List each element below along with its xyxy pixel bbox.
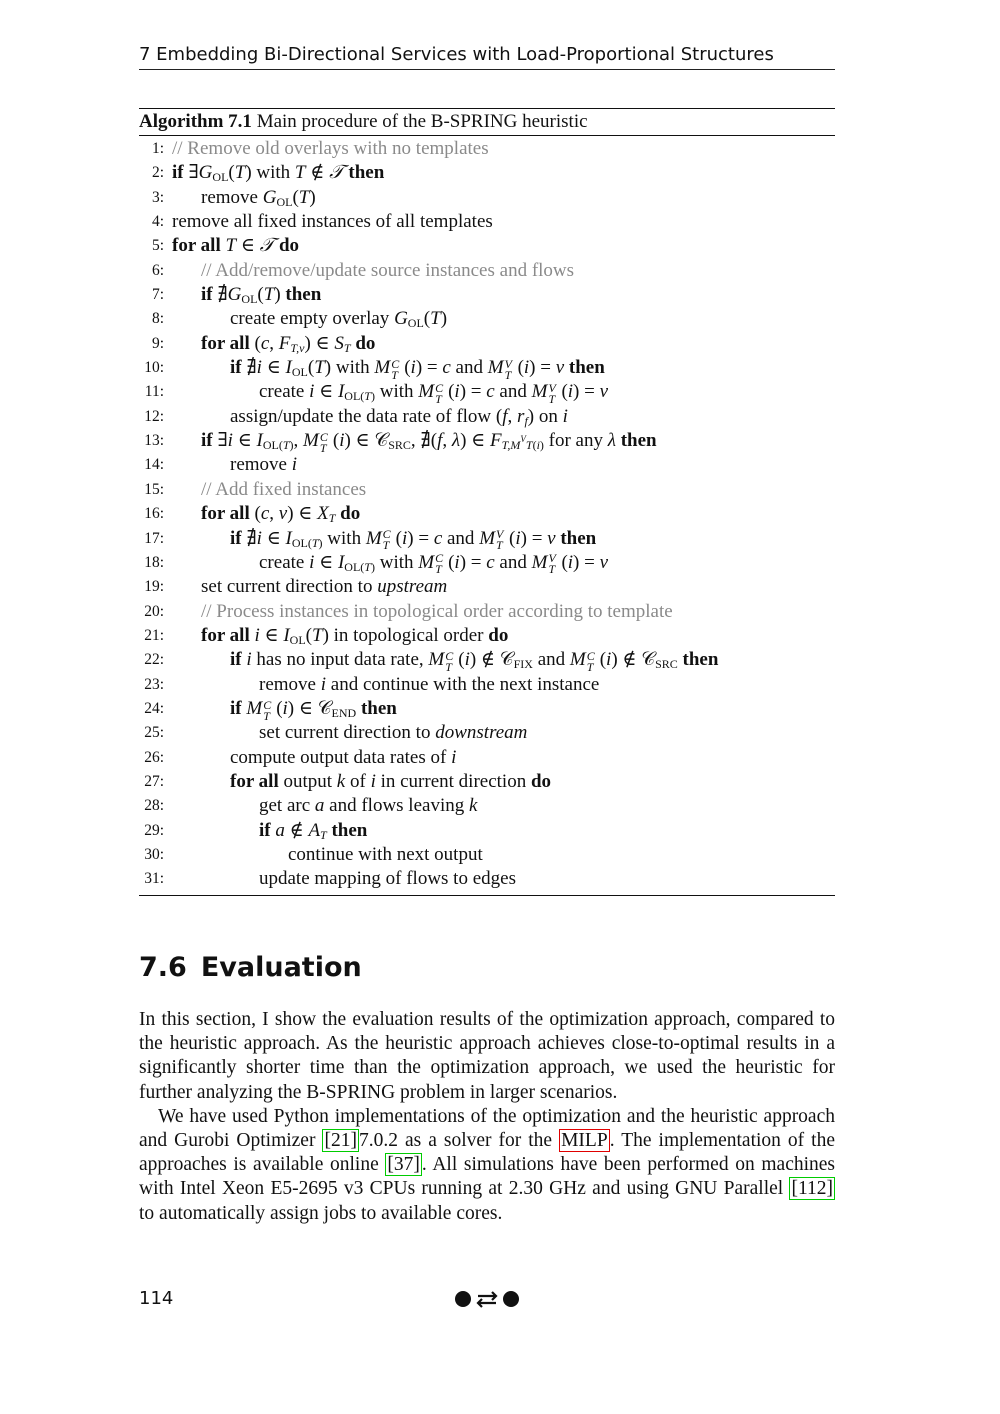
algorithm-box xyxy=(139,108,835,896)
algo-line-30: 30: continue with next output xyxy=(144,843,483,865)
paragraph-1: In this section, I show the evaluation results of the optimization approach, compared to the heuristic approach. As the heuristic approach achieves close-to-optimal results in a significantly shorter time than the optimization approach, we used the heuristic for further analyzing the B-SPRING problem in larger scenarios. xyxy=(139,1009,835,1103)
algo-line-24: 24: if M C T (i) ∈ 𝒞$_{END}$ then xyxy=(144,697,397,723)
section-heading xyxy=(139,952,362,983)
algo-line-23: 23: remove i and continue with the next instance xyxy=(144,673,600,695)
algo-line-13: 13: if ∃i ∈ $I_{OL(T)}$, M C T (i) ∈ 𝒞$_{SRC}$, ∄(f, λ) ∈ $F_{T,M^VT(i)}$ for any λ then xyxy=(144,429,657,455)
algo-line-27: 27: for all output k of i in current direction do xyxy=(144,770,552,792)
algo-line-5: 5: for all T ∈ 𝒯 do xyxy=(151,235,300,257)
algorithm-lines xyxy=(139,136,835,895)
algo-line-16: 16: for all (c, v) ∈ $X_T$ do xyxy=(144,503,361,526)
algo-line-10: 10: if ∄i ∈ $I_{OL}(T)$ with M C T (i) = c and M V T (i) = v then xyxy=(144,356,605,382)
algo-line-22: 22: if i has no input data rate, M C T (i) ∉ 𝒞$_{FIX}$ and M C T (i) ∉ 𝒞$_{SRC}$ then xyxy=(144,648,719,674)
citation-link-37[interactable]: [37] xyxy=(387,1154,420,1176)
algo-line-21: 21: for all i ∈ $I_{OL}(T)$ in topological order do xyxy=(144,624,509,647)
algo-line-25: 25: set current direction to downstream xyxy=(144,722,528,744)
algo-line-1: 1: // Remove old overlays with no templates xyxy=(151,138,489,159)
algo-line-7: 7: if $∄G_{OL}(T)$ then xyxy=(151,284,322,307)
algo-line-11: 11: create i ∈ $I_{OL(T)}$ with M C T (i) = c and M V T (i) = v xyxy=(144,381,609,407)
algo-line-15: 15: // Add fixed instances xyxy=(144,478,367,500)
page-number: 114 xyxy=(139,1288,174,1309)
section-title: Evaluation xyxy=(200,952,362,983)
running-head: 7 Embedding Bi-Directional Services with Load-Proportional Structures xyxy=(139,44,835,70)
section-number: 7.6 xyxy=(139,952,187,983)
algo-line-17: 17: if ∄i ∈ $I_{OL(T)}$ with M C T (i) = c and M V T (i) = v then xyxy=(144,527,597,553)
algo-line-14: 14: remove i xyxy=(144,454,298,476)
algo-line-19: 19: set current direction to upstream xyxy=(144,576,448,598)
algo-line-12: 12: assign/update the data rate of flow (f, $r_f$) on i xyxy=(144,405,568,428)
algorithm-label: Algorithm 7.1 xyxy=(139,111,252,132)
algo-line-6: 6: // Add/remove/update source instances and flows xyxy=(151,259,575,281)
algo-line-2: 2: if $\exists G_{OL}(T)$ with T ∉ 𝒯 then xyxy=(151,162,385,185)
algo-line-4: 4: remove all fixed instances of all templates xyxy=(151,211,493,233)
citation-link-112[interactable]: [112] xyxy=(791,1178,833,1200)
section-body xyxy=(139,1008,835,1226)
paragraph-2: We have used Python implementations of the optimization and the heuristic approach and Gurobi Optimizer [21] 7.0.2 as a solver for the MILP . The implementation of the approaches is available online [37] . All simulations have been performed on machines with Intel Xeon E5-2695 v3 CPUs running at 2.30 GHz and using GNU Parallel [112] to automatically assign jobs to available cores. xyxy=(139,1105,836,1224)
algo-line-18: 18: create i ∈ $I_{OL(T)}$ with M C T (i) = c and M V T (i) = v xyxy=(144,551,609,577)
algo-line-28: 28: get arc a and flows leaving k xyxy=(144,795,478,817)
algo-line-26: 26: compute output data rates of i xyxy=(144,746,457,768)
algo-line-29: 29: if a ∉ $A_T$ then xyxy=(144,819,368,842)
algorithm-title: Main procedure of the B-SPRING heuristic xyxy=(256,111,588,132)
algo-line-3: 3: remove $G_{OL}(T)$ xyxy=(151,186,316,209)
citation-link-21[interactable]: [21] xyxy=(324,1130,357,1152)
algo-line-31: 31: update mapping of flows to edges xyxy=(144,868,516,890)
algorithm-caption xyxy=(139,109,835,136)
algo-line-8: 8: create empty overlay $G_{OL}(T)$ xyxy=(151,308,448,331)
acronym-link-milp[interactable]: MILP xyxy=(561,1130,608,1152)
algo-line-9: 9: for all (c, $F_{T,v}$) ∈ $S_T$ do xyxy=(151,332,376,355)
bidirectional-arrows-icon xyxy=(454,1289,520,1309)
algo-line-20: 20: // Process instances in topological order according to template xyxy=(144,600,673,622)
